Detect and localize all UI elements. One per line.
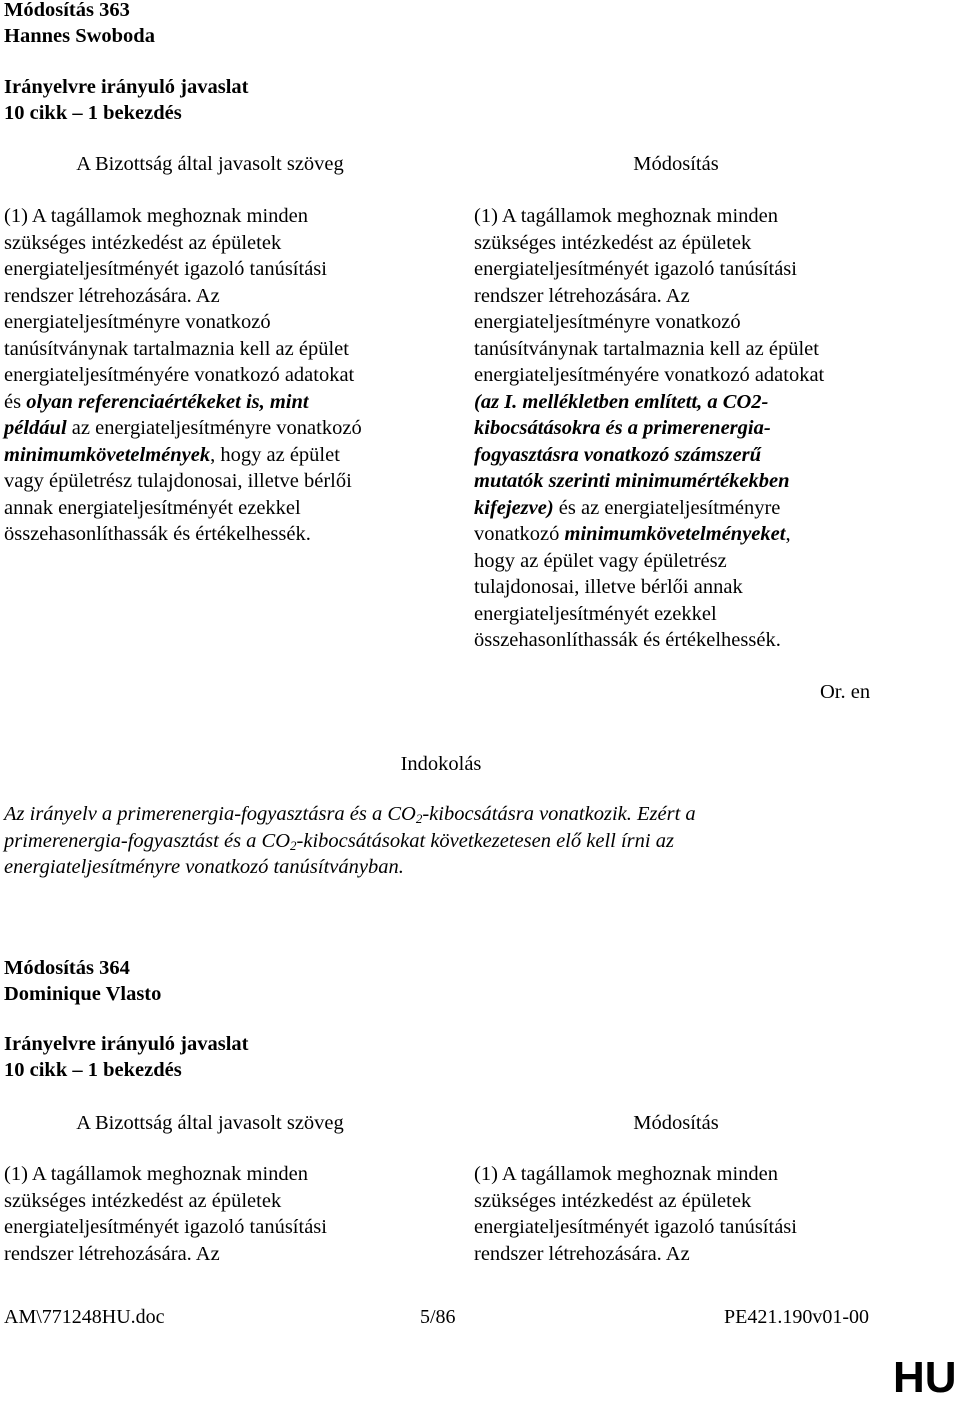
footer-document-reference: AM\771248HU.doc [4,1306,165,1328]
text-line: energiateljesítményét igazoló tanúsítási [474,1216,797,1238]
text-line: rendszer létrehozására. Az [474,284,690,307]
text-line [474,495,914,522]
text-line [474,468,914,495]
amended-text [474,203,914,654]
article-reference: 10 cikk – 1 bekezdés [4,102,182,124]
text-line [474,415,914,442]
amendment-author: Hannes Swoboda [4,25,155,47]
commission-text-header: A Bizottság által javasolt szöveg [76,153,344,175]
text-line: rendszer létrehozására. Az [4,284,220,307]
text-fragment: vonatkozó [474,523,565,545]
justification-text [4,801,884,881]
inserted-text: minimumkövetelményeket [564,523,786,545]
deleted-text: olyan referenciaértékeket is, mint [26,390,309,413]
text-fragment: primerenergia-fogyasztást és a CO [4,829,291,852]
text-line: energiateljesítményét ezekkel [474,602,717,625]
amendment-author: Dominique Vlasto [4,983,162,1005]
text-line: (1) A tagállamok meghoznak minden [474,205,779,227]
text-line [474,442,914,469]
inserted-text: kifejezve) [474,496,554,519]
text-fragment: az energiateljesítményre vonatkozó [71,417,362,439]
proposal-type: Irányelvre irányuló javaslat [4,76,249,98]
text-line: tulajdonosai, illetve bérlői annak [474,576,743,598]
text-fragment: és az energiateljesítményre [553,496,781,519]
proposal-type: Irányelvre irányuló javaslat [4,1033,249,1055]
amendment-text-header: Módosítás [633,1112,719,1134]
text-line: tanúsítványnak tartalmaznia kell az épület [4,337,349,360]
text-line [4,415,444,442]
text-line: energiateljesítményét igazoló tanúsítási [474,258,797,280]
article-reference: 10 cikk – 1 bekezdés [4,1059,182,1081]
text-line: hogy az épület vagy épületrész [474,549,727,572]
footer-language-code: HU [893,1353,957,1402]
footer-pe-reference: PE421.190v01-00 [724,1306,869,1328]
inserted-text: kibocsátásokra és a primerenergia- [474,417,771,439]
commission-text-header: A Bizottság által javasolt szöveg [76,1112,344,1134]
amended-text [474,1161,914,1267]
text-fragment: Az irányelv a primerenergia-fogyasztásra és a CO [4,803,416,825]
subscript: 2 [290,837,297,853]
text-line: annak energiateljesítményét ezekkel [4,496,301,519]
text-line: szükséges intézkedést az épületek [474,1189,752,1212]
original-language: Or. en [820,681,871,703]
text-line: vagy épületrész tulajdonosai, illetve bérlői [4,470,352,492]
amendment-number: Módosítás 364 [4,957,130,979]
text-line [4,442,444,469]
inserted-text: (az I. mellékletben említett, a CO2- [474,390,769,413]
text-fragment: és [4,390,22,413]
justification-header: Indokolás [400,753,482,775]
text-line [474,521,914,548]
text-line: energiateljesítményére vonatkozó adatokat [4,364,355,386]
inserted-text: mutatók szerinti minimumértékekben [474,470,790,492]
text-line [4,389,444,416]
text-line: tanúsítványnak tartalmaznia kell az épület [474,337,819,360]
text-line: rendszer létrehozására. Az [474,1242,690,1265]
text-line: (1) A tagállamok meghoznak minden [4,1163,309,1185]
text-fragment: , hogy az épület [210,443,340,466]
text-fragment: , [785,523,791,545]
text-line: szükséges intézkedést az épületek [4,231,282,254]
commission-text [4,203,444,548]
inserted-text: fogyasztásra vonatkozó számszerű [474,443,762,466]
text-line: összehasonlíthassák és értékelhessék. [474,629,781,651]
text-line: energiateljesítményét igazoló tanúsítási [4,1216,327,1238]
text-line: (1) A tagállamok meghoznak minden [4,205,309,227]
text-line: energiateljesítményre vonatkozó tanúsítványban. [4,856,404,878]
text-line [474,389,914,416]
text-line: (1) A tagállamok meghoznak minden [474,1163,779,1185]
text-line: szükséges intézkedést az épületek [4,1189,282,1212]
text-line: rendszer létrehozására. Az [4,1242,220,1265]
text-line: energiateljesítményre vonatkozó [4,311,271,333]
amendment-number: Módosítás 363 [4,0,130,21]
amendment-text-header: Módosítás [633,153,719,175]
text-line: energiateljesítményére vonatkozó adatokat [474,364,825,386]
text-line: szükséges intézkedést az épületek [474,231,752,254]
subscript: 2 [415,811,423,826]
text-line: összehasonlíthassák és értékelhessék. [4,523,311,545]
deleted-text: például [4,417,67,439]
text-line [4,801,884,828]
text-line: energiateljesítményét igazoló tanúsítási [4,258,327,280]
deleted-text: minimumkövetelmények [4,443,211,466]
text-line: energiateljesítményre vonatkozó [474,311,741,333]
text-line [4,828,884,855]
text-fragment: -kibocsátásokat következetesen elő kell írni az [296,829,674,852]
footer-page-number: 5/86 [420,1306,456,1328]
commission-text [4,1161,444,1267]
text-fragment: -kibocsátásra vonatkozik. Ezért a [422,803,696,825]
